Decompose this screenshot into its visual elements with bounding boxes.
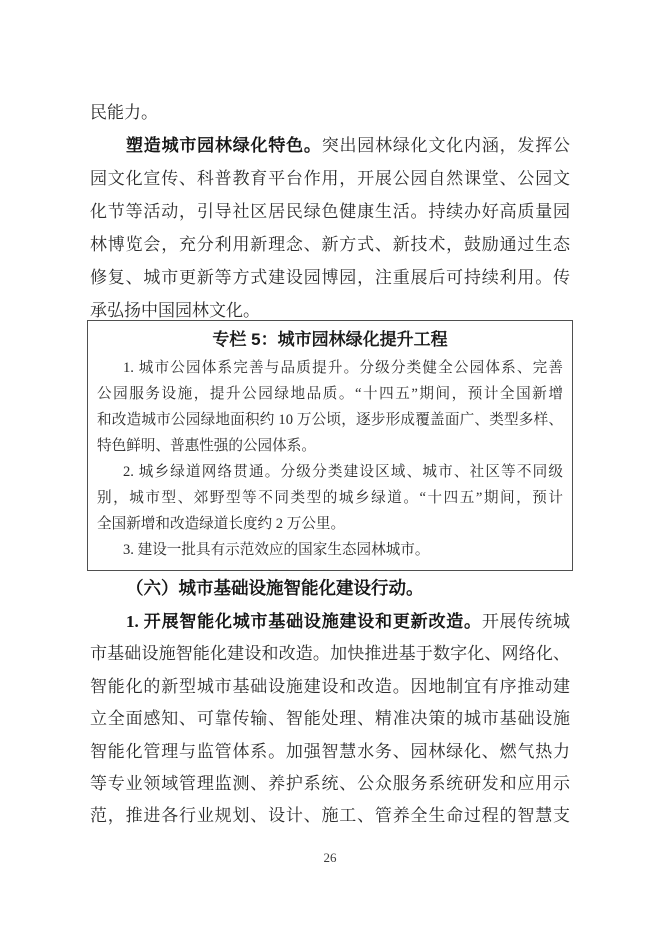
body-line: 智能化的新型城市基础设施建设和改造。因地制宜有序推动建 xyxy=(90,676,570,696)
body-line-text: 开展传统城 xyxy=(481,612,571,631)
box-line: 公园服务设施，提升公园绿地品质。“十四五”期间，预计全国新增 xyxy=(97,386,563,402)
body-line xyxy=(90,606,570,638)
body-line: 范，推进各行业规划、设计、施工、管养全生命过程的智慧支 xyxy=(90,806,570,826)
body-line-text: 突出园林绿化文化内涵，发挥公 xyxy=(321,136,571,155)
paragraph-smart-infrastructure xyxy=(90,606,570,833)
body-line: 市基础设施智能化建设和改造。加快推进基于数字化、网络化、 xyxy=(90,644,570,664)
paragraph-shaping xyxy=(90,129,570,327)
body-line: 化节等活动，引导社区居民绿色健康生活。持续办好高质量园 xyxy=(90,202,570,221)
body-line xyxy=(90,129,570,162)
box-line: 和改造城市公园绿地面积约 10 万公顷，逐步形成覆盖面广、类型多样、 xyxy=(97,412,563,428)
paragraph-intro-tail xyxy=(90,96,570,129)
box-line: 3. 建设一批具有示范效应的国家生态园林城市。 xyxy=(123,542,430,558)
body-line: 修复、城市更新等方式建设园博园，注重展后可持续利用。传 xyxy=(90,268,570,287)
body-line: 承弘扬中国园林文化。 xyxy=(90,301,260,320)
body-line: 等专业领域管理监测、养护系统、公众服务系统研发和应用示 xyxy=(90,774,570,794)
box-line: 全国新增和改造绿道长度约 2 万公里。 xyxy=(97,516,346,532)
body-line: 园文化宣传、科普教育平台作用，开展公园自然课堂、公园文 xyxy=(90,169,570,188)
box-line: 2. 城乡绿道网络贯通。分级分类建设区域、城市、社区等不同级 xyxy=(123,464,563,480)
section-heading-six: （六）城市基础设施智能化建设行动。 xyxy=(126,578,424,598)
body-line: 民能力。 xyxy=(90,103,158,122)
box-line: 特色鲜明、普惠性强的公园体系。 xyxy=(97,438,316,454)
paragraph-lead-bold: 塑造城市园林绿化特色。 xyxy=(126,136,322,155)
box-line: 1. 城市公园体系完善与品质提升。分级分类健全公园体系、完善 xyxy=(123,360,563,376)
body-line: 立全面感知、可靠传输、智能处理、精准决策的城市基础设施 xyxy=(90,709,570,729)
column-5-box-title: 专栏 5：城市园林绿化提升工程 xyxy=(212,330,448,349)
body-line: 智能化管理与监管体系。加强智慧水务、园林绿化、燃气热力 xyxy=(90,741,570,761)
box-line: 别，城市型、郊野型等不同类型的城乡绿道。“十四五”期间，预计 xyxy=(97,490,563,506)
column-5-box xyxy=(87,320,573,571)
page-number: 26 xyxy=(323,850,337,865)
body-line: 林博览会，充分利用新理念、新方式、新技术，鼓励通过生态 xyxy=(90,235,570,254)
paragraph-lead-bold: 1. 开展智能化城市基础设施建设和更新改造。 xyxy=(126,612,482,631)
